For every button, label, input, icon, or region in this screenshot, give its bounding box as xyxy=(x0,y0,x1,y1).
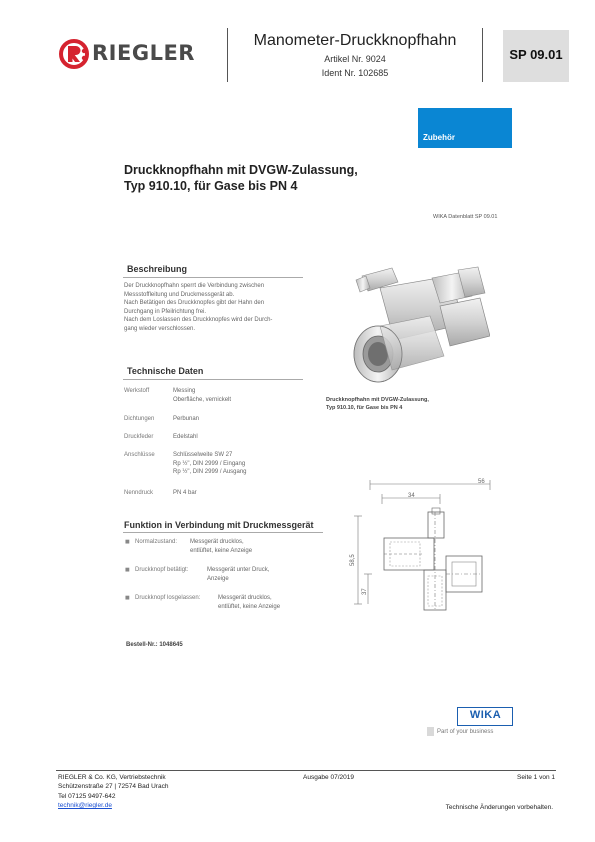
footer-company: RIEGLER & Co. KG, Vertriebstechnik xyxy=(58,774,166,781)
ident-number: Ident Nr. 102685 xyxy=(321,68,389,78)
datasheet-title-line1: Druckknopfhahn mit DVGW-Zulassung, xyxy=(124,163,358,177)
sheet-code: SP 09.01 xyxy=(509,47,563,62)
function-value-normal xyxy=(190,538,252,555)
tech-label-spring: Druckfeder xyxy=(124,434,154,440)
technical-heading: Technische Daten xyxy=(127,366,204,376)
header-divider-left xyxy=(227,28,228,82)
riegler-logo-icon xyxy=(58,38,90,70)
tech-value-seals: Perbunan xyxy=(173,416,200,422)
description-text xyxy=(124,282,324,334)
article-number: Artikel Nr. 9024 xyxy=(324,54,386,64)
footer-issue: Ausgabe 07/2019 xyxy=(303,774,354,781)
wika-slogan: Part of your business xyxy=(437,729,494,735)
description-line: Messstoffleitung und Druckmessgerät ab. xyxy=(124,291,235,298)
tech-label-connections: Anschlüsse xyxy=(124,452,155,458)
function-value-line: Messgerät drucklos, xyxy=(190,539,244,545)
description-line: Nach Betätigen des Druckknopfes gibt der Hahn den xyxy=(124,300,265,307)
footer-disclaimer: Technische Änderungen vorbehalten. xyxy=(445,804,553,811)
function-divider xyxy=(123,532,323,533)
description-line: Nach dem Loslassen des Druckknopfes wird der Durch- xyxy=(124,317,273,324)
category-tab-label: Zubehör xyxy=(423,133,455,142)
dim-total: 56 xyxy=(478,479,485,485)
dim-height: 58,5 xyxy=(350,554,356,566)
description-line: Durchgang in Pfeilrichtung frei. xyxy=(124,308,207,315)
function-value-line: entlüftet, keine Anzeige xyxy=(190,547,253,554)
tech-value-pressure: PN 4 bar xyxy=(173,490,197,496)
footer-page: Seite 1 von 1 xyxy=(517,774,555,781)
photo-caption xyxy=(326,396,476,412)
function-value-pressed xyxy=(207,566,269,583)
description-line: gang wieder verschlossen. xyxy=(124,325,196,332)
tech-label-material: Werkstoff xyxy=(124,388,150,394)
function-value-line: Anzeige xyxy=(207,575,229,582)
datasheet-title xyxy=(124,162,414,194)
function-label-pressed: Druckknopf betätigt: xyxy=(135,567,189,573)
footer-phone: Tel 07125 9497-642 xyxy=(58,792,116,800)
function-heading: Funktion in Verbindung mit Druckmessgerät xyxy=(124,520,314,530)
category-tab xyxy=(418,108,512,148)
description-heading: Beschreibung xyxy=(127,264,188,274)
bullet-icon: ■ xyxy=(125,595,130,601)
function-label-released: Druckknopf losgelassen: xyxy=(135,595,201,601)
bullet-icon: ■ xyxy=(125,567,130,573)
function-label-normal: Normalzustand: xyxy=(135,539,178,545)
dimension-drawing xyxy=(340,476,500,618)
tech-value-line: Rp ½", DIN 2999 / Eingang xyxy=(173,460,246,467)
wika-marker-icon xyxy=(427,727,434,736)
document-title: Manometer-Druckknopfhahn xyxy=(253,32,457,49)
description-line: Der Druckknopfhahn sperrt die Verbindung zwischen xyxy=(124,283,265,289)
footer-divider xyxy=(56,770,556,771)
footer-email-link[interactable]: technik@riegler.de xyxy=(58,801,112,809)
function-value-line: Messgerät unter Druck, xyxy=(207,567,270,573)
tech-value-line: Oberfläche, vernickelt xyxy=(173,396,232,403)
tech-value-line: Schlüsselweite SW 27 xyxy=(173,452,233,458)
function-value-line: Messgerät drucklos, xyxy=(218,595,272,601)
footer-address-block xyxy=(58,773,168,810)
wika-logo-text: WIKA xyxy=(469,709,502,721)
function-value-line: entlüftet, keine Anzeige xyxy=(218,603,281,610)
header-divider-right xyxy=(482,28,483,82)
tech-value-line: Rp ½", DIN 2999 / Ausgang xyxy=(173,469,247,476)
tech-value-connections xyxy=(173,451,247,477)
dim-partial: 34 xyxy=(408,493,415,499)
datasheet-title-line2: Typ 910.10, für Gase bis PN 4 xyxy=(124,179,298,193)
footer-address: Schützenstraße 27 | 72574 Bad Urach xyxy=(58,783,169,791)
tech-label-seals: Dichtungen xyxy=(124,416,155,422)
order-number: Bestell-Nr.: 1048645 xyxy=(126,642,183,648)
description-divider xyxy=(123,277,303,278)
logo-wordmark: RIEGLER xyxy=(92,41,195,65)
photo-caption-line: Typ 910.10, für Gase bis PN 4 xyxy=(326,405,403,411)
product-photo xyxy=(340,258,490,390)
dim-inner: 37 xyxy=(362,588,368,595)
datasheet-reference: WIKA Datenblatt SP 09.01 xyxy=(433,214,498,220)
function-value-released xyxy=(218,594,280,611)
technical-divider xyxy=(123,379,303,380)
tech-value-spring: Edelstahl xyxy=(173,434,198,440)
tech-value-line: Messing xyxy=(173,388,196,394)
tech-value-material xyxy=(173,387,231,404)
photo-caption-line: Druckknopfhahn mit DVGW-Zulassung, xyxy=(326,397,429,403)
tech-label-pressure: Nenndruck xyxy=(124,490,154,496)
bullet-icon: ■ xyxy=(125,539,130,545)
